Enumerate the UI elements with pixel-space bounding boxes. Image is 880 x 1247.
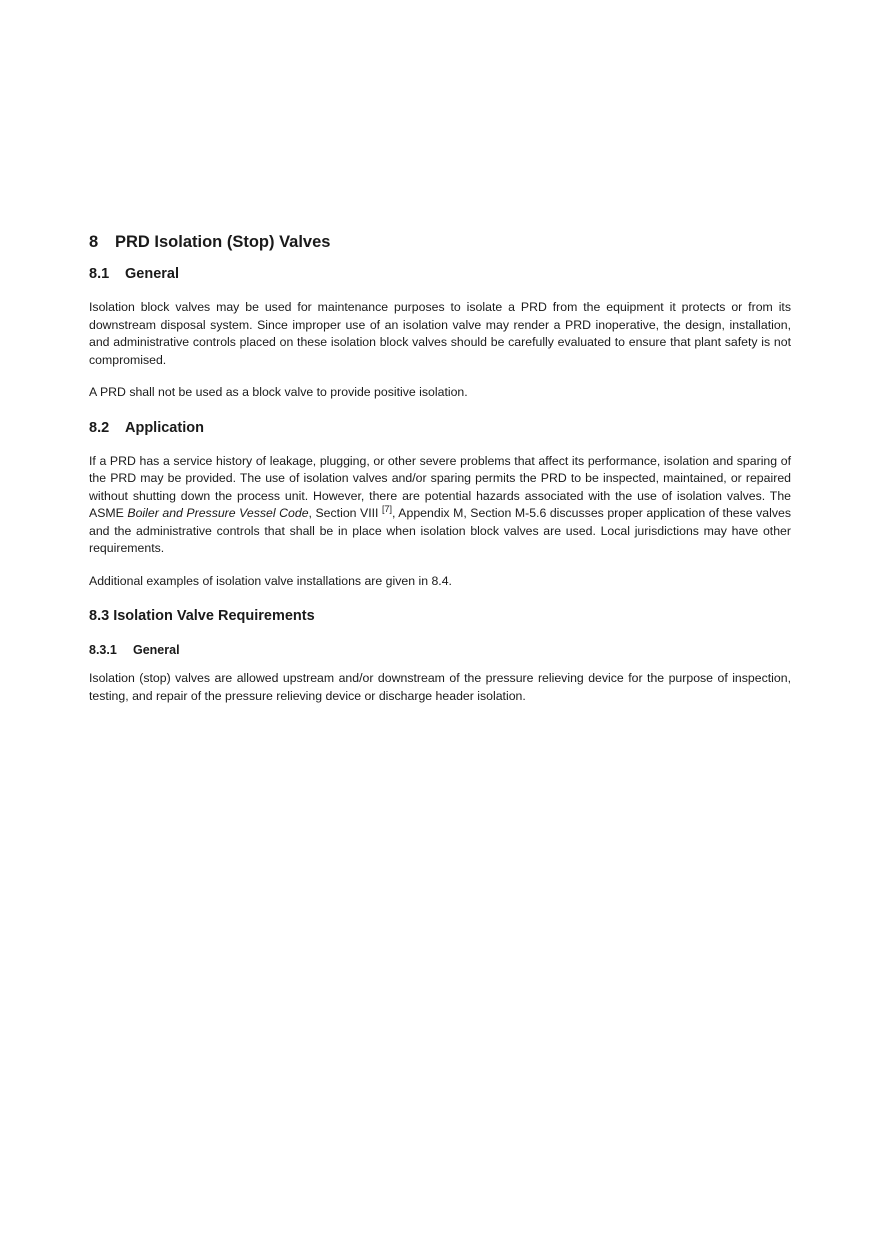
section-8-3-1-heading <box>89 641 791 659</box>
section-number: 8 <box>89 233 99 251</box>
paragraph-8-1-isolation-block-valves: Isolation block valves may be used for maintenance purposes to isolate a PRD from the equipment it protects or from its downstream disposal system. Since improper use of an isolation valve may render a PRD inoperative, the design, installation, and administrative controls placed on these isolation block valves should be carefully evaluated to ensure that plant safety is not compromised. <box>89 300 791 367</box>
paragraph-8-1-prd-not-block-valve: A PRD shall not be used as a block valve to provide positive isolation. <box>89 385 468 399</box>
section-title: Isolation Valve Requirements <box>113 608 315 624</box>
text-run: , Section VIII <box>308 506 383 520</box>
text-run: If a PRD has a service history of leakage, plugging, or other severe problems that affect its performance, isolation and sparing of the PRD may be provided. The use of isolation valves and/or sparing permits the PRD to be inspected, maintained, or repaired without shutting down the process unit. However, there are potential hazards associated with the use of isolation valves. The ASME <box>89 453 791 520</box>
section-8-1-heading <box>89 264 791 284</box>
section-number: 8.2 <box>89 419 110 436</box>
section-8-3-heading <box>89 606 791 626</box>
document-body <box>89 231 791 720</box>
section-title: General <box>133 643 180 657</box>
section-number: 8.1 <box>89 266 110 282</box>
section-title: PRD Isolation (Stop) Valves <box>115 233 331 251</box>
section-8-heading <box>89 231 791 253</box>
section-number: 8.3.1 <box>89 643 117 657</box>
paragraph-8-3-1-isolation-stop-valves: Isolation (stop) valves are allowed upstream and/or downstream of the pressure relieving device for the purpose of inspection, testing, and repair of the pressure relieving device or discharge header isolation. <box>89 671 791 703</box>
section-number: 8.3 <box>89 608 110 624</box>
section-title: Application <box>125 419 204 436</box>
paragraph-8-2-application <box>89 453 791 558</box>
paragraph-8-2-additional-examples: Additional examples of isolation valve installations are given in 8.4. <box>89 573 452 588</box>
code-title-italic: Boiler and Pressure Vessel Code <box>127 506 309 520</box>
reference-marker: [7] <box>382 503 393 514</box>
section-8-2-heading <box>89 418 791 438</box>
text-run: , Appendix M, Section M-5.6 discusses proper application of these valves and the administrative controls that shall be in place when isolation block valves are used. Local jurisdictions may have other requirements. <box>89 506 791 555</box>
section-title: General <box>125 266 179 282</box>
